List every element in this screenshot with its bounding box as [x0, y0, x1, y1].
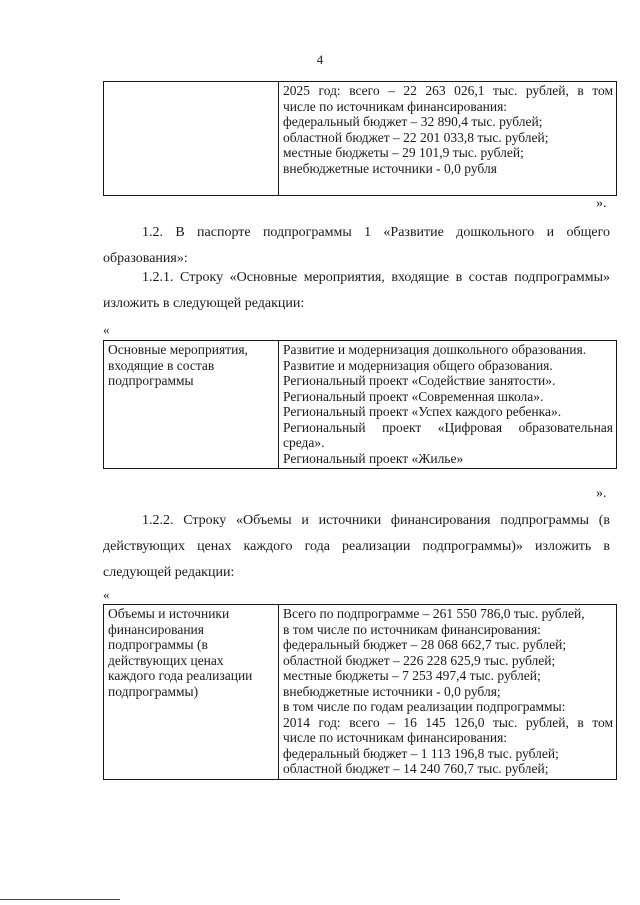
table3-left-cell: [104, 605, 279, 780]
table1-line: областной бюджет – 22 201 033,8 тыс. рублей;: [283, 129, 549, 145]
table1-line: внебюджетные источники - 0,0 рубля: [283, 160, 497, 176]
paragraph-1-2-1: [103, 265, 610, 317]
table2-right-line: Региональный проект «Современная школа».: [283, 388, 544, 404]
paragraph-1-2-2-line1: 1.2.2. Строку «Объемы и источники финансирования подпрограммы (в: [142, 513, 610, 528]
table3-right-line: числе по источникам финансирования:: [283, 730, 508, 745]
main-activities-table: [103, 340, 617, 469]
table3-right-line: внебюджетные источники - 0,0 рубля;: [283, 683, 501, 699]
table3-right-line: областной бюджет – 14 240 760,7 тыс. рублей;: [283, 761, 549, 776]
table3-left-line: каждого года реализации: [108, 668, 253, 683]
table3-right-line: областной бюджет – 226 228 625,9 тыс. рублей;: [283, 652, 556, 668]
table1-line: числе по источникам финансирования:: [283, 98, 508, 114]
table3-right-cell: [279, 605, 617, 780]
table3-right-line: федеральный бюджет – 28 068 662,7 тыс. рублей;: [283, 637, 567, 652]
table2-left-cell: [104, 341, 279, 469]
table3-left-line: действующих ценах: [108, 652, 224, 668]
table2-right-line: среда».: [283, 435, 325, 450]
paragraph-1-2-line2: образования»:: [103, 251, 188, 266]
table3-right-line: в том числе по годам реализации подпрограммы:: [283, 699, 566, 714]
table3-right-line: Всего по подпрограмме – 261 550 786,0 тыс. рублей,: [283, 606, 585, 621]
table3-left-line: финансирования: [108, 621, 204, 637]
table2-right-line: Развитие и модернизация общего образования.: [283, 357, 553, 373]
table2-right-line: Региональный проект «Содействие занятости».: [283, 373, 556, 388]
table2-left-line: входящие в состав: [108, 357, 215, 373]
table1-line: 2025 год: всего – 22 263 026,1 тыс. рублей, в том: [283, 83, 613, 98]
table3-left-line: Объемы и источники: [108, 606, 230, 621]
table1-left-cell: [104, 82, 279, 196]
footer-rule: [0, 899, 120, 900]
table3-right-line: в том числе по источникам финансирования:: [283, 621, 541, 637]
table3-left-line: подпрограммы): [108, 683, 199, 699]
paragraph-1-2-1-line2: изложить в следующей редакции:: [103, 296, 305, 311]
table2-right-line: Региональный проект «Успех каждого ребенка».: [283, 404, 562, 419]
table3-right-line: федеральный бюджет – 1 113 196,8 тыс. рублей;: [283, 745, 559, 761]
table2-open-quote: «: [103, 322, 110, 337]
table1-right-cell: [279, 82, 617, 196]
table2-right-line: Развитие и модернизация дошкольного образования.: [283, 342, 587, 357]
table2-close-quote: ».: [596, 486, 607, 501]
table2-left-line: Основные мероприятия,: [108, 342, 248, 357]
table1-line: местные бюджеты – 29 101,9 тыс. рублей;: [283, 145, 524, 160]
table3-open-quote: «: [103, 587, 110, 602]
table3-left-line: подпрограммы (в: [108, 637, 208, 652]
paragraph-1-2-2-line3: следующей редакции:: [103, 565, 235, 580]
paragraph-1-2-line1: 1.2. В паспорте подпрограммы 1 «Развитие дошкольного и общего: [142, 225, 610, 240]
table2-left-line: подпрограммы: [108, 373, 194, 388]
table1-line: федеральный бюджет – 32 890,4 тыс. рублей;: [283, 114, 543, 129]
table3-right-line: 2014 год: всего – 16 145 126,0 тыс. рублей, в том: [283, 714, 613, 730]
table2-right-line: Региональный проект «Цифровая образовательная: [283, 419, 613, 435]
paragraph-1-2-2-line2: действующих ценах каждого года реализации подпрограммы)» изложить в: [103, 539, 610, 554]
funding-sources-table: [103, 604, 617, 780]
table1-close-quote: ».: [596, 196, 607, 211]
paragraph-1-2-2: [103, 508, 610, 586]
table2-right-cell: [279, 341, 617, 469]
page-number: 4: [316, 52, 324, 67]
table2-right-line: Региональный проект «Жилье»: [283, 450, 464, 466]
paragraph-1-2-1-line1: 1.2.1. Строку «Основные мероприятия, входящие в состав подпрограммы»: [142, 270, 610, 285]
funding-table-continuation: [103, 81, 617, 196]
table3-right-line: местные бюджеты – 7 253 497,4 тыс. рублей;: [283, 668, 541, 683]
